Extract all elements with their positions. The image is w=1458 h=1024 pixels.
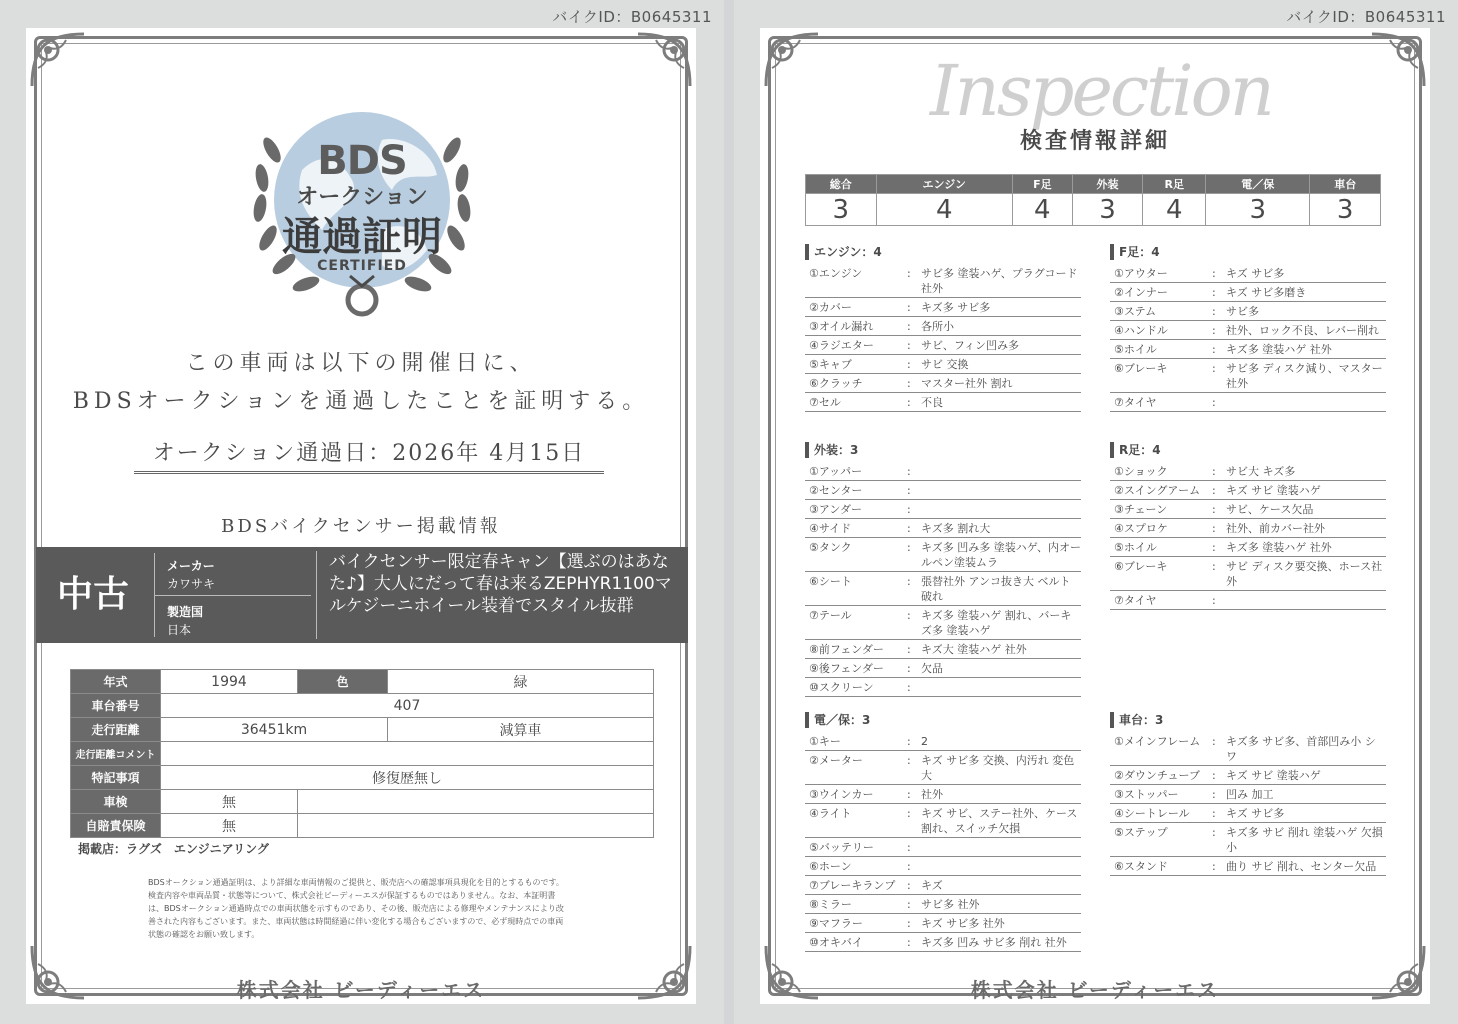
inspection-item-name: ③ステム [1114, 305, 1157, 318]
inspection-item-value [921, 859, 1081, 874]
separator: : [1212, 541, 1216, 554]
inspection-row [1110, 500, 1386, 519]
inspection-item-name: ④シートレール [1114, 807, 1190, 820]
table-row [71, 814, 654, 838]
inspection-item-name: ⑤タンク [809, 541, 852, 554]
separator: : [907, 339, 911, 352]
inspection-item-name: ③チェーン [1114, 503, 1168, 516]
inspection-item-value: キズ多 サビ多、首部凹み小 シワ [1226, 735, 1376, 763]
table-row [71, 670, 654, 694]
separator: : [907, 643, 911, 656]
score-value: 4 [1143, 194, 1206, 226]
inspection-item-name: ②インナー [1114, 286, 1168, 299]
inspection-row [1110, 283, 1386, 302]
frame-number-label: 車台番号 [71, 694, 161, 718]
section-rear [1110, 442, 1386, 610]
separator: : [907, 788, 911, 801]
section-title: エンジン：4 [805, 244, 1081, 260]
color-value: 緑 [388, 670, 654, 694]
score-header-row [806, 175, 1381, 194]
section-frame [1110, 712, 1386, 876]
inspection-item-value: キズ サビ 塗装ハゲ [1226, 769, 1321, 782]
inspection-item-name: ⑥スタンド [1114, 860, 1168, 873]
inspection-item-name: ⑥ブレーキ [1114, 560, 1168, 573]
certificate-page [0, 0, 724, 1024]
inspection-item-name: ②センター [809, 484, 863, 497]
inspection-row [805, 500, 1081, 519]
inspection-row [1110, 857, 1386, 876]
inspection-item-name: ①ショック [1114, 465, 1168, 478]
inspection-row [805, 732, 1081, 751]
score-value: 3 [806, 194, 877, 226]
spec-table [70, 669, 654, 838]
inspection-item-value [1226, 395, 1386, 410]
score-value: 4 [876, 194, 1012, 226]
ornament-corner-icon [632, 28, 696, 92]
inspection-row [805, 317, 1081, 336]
score-value: 3 [1310, 194, 1381, 226]
year-label: 年式 [71, 670, 161, 694]
inspection-item-name: ⑩スクリーン [809, 681, 874, 694]
inspection-row [805, 572, 1081, 606]
country-value: 日本 [167, 623, 192, 637]
inspection-item-value: 凹み 加工 [1226, 788, 1274, 801]
inspection-script-title: Inspection [930, 50, 1272, 132]
certification-line-1: この車両は以下の開催日に、 [185, 351, 537, 376]
inspection-item-value: キズ サビ多磨き [1226, 286, 1307, 299]
inspection-item-name: ③ストッパー [1114, 788, 1179, 801]
bike-id: バイクID：B0645311 [552, 8, 712, 26]
inspection-item-name: ⑨後フェンダー [809, 662, 884, 675]
mileage-note: 減算車 [388, 718, 654, 742]
inspection-sheet [760, 28, 1430, 1004]
score-label: 電／保 [1206, 175, 1310, 194]
separator: : [907, 860, 911, 873]
separator: : [907, 917, 911, 930]
score-label: 総合 [806, 175, 877, 194]
inspection-item-name: ⑦タイヤ [1114, 396, 1157, 409]
certificate-sheet [26, 28, 696, 1004]
separator: : [907, 609, 911, 622]
insurance-label: 自賠責保険 [71, 814, 161, 838]
inspection-row [1110, 766, 1386, 785]
inspection-item-value: 不良 [921, 396, 943, 409]
company-name: 株式会社 ビーディーエス [236, 978, 486, 1002]
insurance-value: 無 [161, 814, 298, 838]
separator: : [907, 377, 911, 390]
inspection-row [805, 933, 1081, 952]
inspection-item-value: キズ サビ 塗装ハゲ [1226, 484, 1321, 497]
score-label: R足 [1143, 175, 1206, 194]
table-row [71, 790, 654, 814]
bds-certified-emblem [232, 80, 492, 320]
inspection-item-name: ⑥シート [809, 575, 852, 588]
inspection-row [1110, 804, 1386, 823]
store-name: 掲載店：ラグズ エンジニアリング [78, 842, 269, 856]
mileage-comment-label: 走行距離コメント [71, 742, 161, 766]
score-value: 4 [1012, 194, 1072, 226]
inspection-row [805, 751, 1081, 785]
separator: : [1212, 362, 1216, 375]
separator: : [1212, 396, 1216, 409]
inspection-item-name: ①メインフレーム [1114, 735, 1201, 748]
ornament-corner-icon [760, 28, 824, 92]
table-row [71, 742, 654, 766]
inspection-item-name: ⑦セル [809, 396, 841, 409]
inspection-item-name: ②スイングアーム [1114, 484, 1201, 497]
company-name: 株式会社 ビーディーエス [970, 978, 1220, 1002]
inspection-item-value: キズ大 塗装ハゲ 社外 [921, 643, 1027, 656]
section-title: 外装：3 [805, 442, 1081, 458]
inspection-row [1110, 785, 1386, 804]
section-front [1110, 244, 1386, 412]
separator: : [1212, 465, 1216, 478]
inspection-item-name: ④サイド [809, 522, 852, 535]
inspection-item-name: ⑤キャブ [809, 358, 852, 371]
notes-label: 特記事項 [71, 766, 161, 790]
inspection-row [805, 264, 1081, 298]
inspection-item-value [1226, 593, 1386, 608]
frame-number-value: 407 [161, 694, 654, 718]
inspection-item-value: サビ多 [1226, 305, 1259, 318]
inspection-item-value: 張替社外 アンコ抜き大 ベルト破れ [921, 575, 1071, 603]
inspection-item-value: 各所小 [921, 320, 954, 333]
separator: : [1212, 769, 1216, 782]
score-value: 3 [1206, 194, 1310, 226]
separator: : [1212, 788, 1216, 801]
inspection-row [1110, 302, 1386, 321]
table-row [71, 718, 654, 742]
inspection-row [805, 659, 1081, 678]
inspection-item-name: ⑥ホーン [809, 860, 852, 873]
separator: : [907, 396, 911, 409]
separator: : [1212, 522, 1216, 535]
inspection-item-value: 曲り サビ 削れ、センター欠品 [1226, 860, 1377, 873]
inspection-row [1110, 462, 1386, 481]
inspection-row [1110, 481, 1386, 500]
inspection-row [805, 355, 1081, 374]
inspection-item-value: 2 [921, 735, 928, 748]
inspection-row [805, 640, 1081, 659]
inspection-item-value: サビ多 社外 [921, 898, 980, 911]
score-label: 車台 [1310, 175, 1381, 194]
ornament-corner-icon [26, 28, 90, 92]
emblem-pass-cert: 通過証明 [282, 213, 442, 260]
inspection-page [734, 0, 1458, 1024]
inspection-item-value [921, 840, 1081, 855]
separator: : [1212, 735, 1216, 748]
inspection-item-value: キズ サビ、ステー社外、ケース割れ、スイッチ欠損 [921, 807, 1078, 835]
maker-column [154, 553, 310, 637]
inspection-row [805, 785, 1081, 804]
inspection-row [1110, 359, 1386, 393]
separator: : [907, 503, 911, 516]
inspection-extra [298, 790, 654, 814]
inspection-item-value: キズ サビ多 [1226, 267, 1285, 280]
section-electric [805, 712, 1081, 952]
inspection-item-name: ⑩オキバイ [809, 936, 863, 949]
inspection-item-value: キズ多 サビ多 [921, 301, 991, 314]
inspection-row [805, 895, 1081, 914]
disclaimer: BDSオークション通過証明は、より詳細な車両情報のご提供と、販売店への確認事項具現化を目的とするものです。検査内容や車両品質・状態等について、株式会社ビーディーエスが保証するものではありません。なお、本証明書は、BDSオークション通過時点での車両状態を示すものであり、その後、販売店による修理やメンテナンスにより改善された内容もございます。また、車両状態は時間経過に伴い変化する場合もございますので、必ず現時点での車両状態の確認をお願い致します。 [148, 878, 564, 939]
score-value-row [806, 194, 1381, 226]
inspection-row [805, 336, 1081, 355]
mileage-value: 36451km [161, 718, 388, 742]
inspection-item-name: ④ライト [809, 807, 852, 820]
inspection-row [1110, 557, 1386, 591]
separator: : [1212, 560, 1216, 573]
inspection-item-name: ⑦タイヤ [1114, 594, 1157, 607]
inspection-row [805, 374, 1081, 393]
inspection-item-name: ②メーター [809, 754, 863, 767]
separator: : [907, 807, 911, 820]
separator: : [907, 358, 911, 371]
inspection-row [1110, 591, 1386, 610]
inspection-item-value [921, 680, 1081, 695]
score-label: 外装 [1072, 175, 1143, 194]
mileage-label: 走行距離 [71, 718, 161, 742]
emblem-certified: CERTIFIED [317, 258, 407, 274]
inspection-item-name: ④スプロケ [1114, 522, 1168, 535]
inspection-item-value: キズ サビ多 交換、内汚れ 変色大 [921, 754, 1075, 782]
score-value: 3 [1072, 194, 1143, 226]
inspection-item-value: キズ [921, 879, 943, 892]
ornament-corner-icon [1366, 28, 1430, 92]
inspection-row [805, 298, 1081, 317]
separator: : [907, 898, 911, 911]
inspection-item-value: サビ、ケース欠品 [1226, 503, 1314, 516]
inspection-item-value [921, 502, 1081, 517]
inspection-item-value: 欠品 [921, 662, 943, 675]
inspection-item-value: サビ大 キズ多 [1226, 465, 1296, 478]
section-title: 電／保：3 [805, 712, 1081, 728]
inspection-row [1110, 393, 1386, 412]
inspection-item-name: ⑥ブレーキ [1114, 362, 1168, 375]
inspection-item-name: ③オイル漏れ [809, 320, 874, 333]
inspection-item-value: サビ多 塗装ハゲ、プラグコード社外 [921, 267, 1078, 295]
section-engine [805, 244, 1081, 412]
inspection-item-value: キズ多 塗装ハゲ 社外 [1226, 343, 1332, 356]
separator: : [1212, 860, 1216, 873]
inspection-item-name: ⑦ブレーキランプ [809, 879, 896, 892]
section-title: 車台：3 [1110, 712, 1386, 728]
inspection-item-name: ①アッパー [809, 465, 863, 478]
separator: : [1212, 807, 1216, 820]
inspection-item-value [921, 464, 1081, 479]
inspection-item-name: ④ハンドル [1114, 324, 1168, 337]
inspection-item-value: マスター社外 割れ [921, 377, 1013, 390]
inspection-row [1110, 732, 1386, 766]
inspection-row [805, 519, 1081, 538]
inspection-row [805, 678, 1081, 697]
inspection-row [805, 914, 1081, 933]
condition-label: 中古 [56, 574, 129, 615]
inspection-row [1110, 264, 1386, 283]
separator: : [1212, 594, 1216, 607]
auction-pass-date: オークション通過日：2026年 4月15日 [134, 436, 604, 474]
separator: : [1212, 484, 1216, 497]
inspection-item-name: ⑤ホイル [1114, 343, 1157, 356]
emblem-brand: BDS [317, 138, 407, 184]
inspection-item-name: ①エンジン [809, 267, 863, 280]
separator: : [1212, 503, 1216, 516]
inspection-item-value: キズ多 サビ 削れ 塗装ハゲ 欠損小 [1226, 826, 1383, 854]
inspection-label: 車検 [71, 790, 161, 814]
year-value: 1994 [161, 670, 298, 694]
inspection-row [1110, 538, 1386, 557]
inspection-item-value: キズ多 塗装ハゲ 割れ、バーキズ多 塗装ハゲ [921, 609, 1072, 637]
maker-label: メーカー [167, 559, 215, 573]
separator: : [907, 465, 911, 478]
listing-band [36, 547, 688, 643]
inspection-row [805, 462, 1081, 481]
inspection-item-name: ⑦テール [809, 609, 852, 622]
inspection-item-value: 社外、前カバー社外 [1226, 522, 1325, 535]
score-table [805, 174, 1381, 226]
maker-value: カワサキ [167, 577, 216, 591]
inspection-item-name: ①アウター [1114, 267, 1168, 280]
inspection-item-name: ⑥クラッチ [809, 377, 863, 390]
section-title: F足：4 [1110, 244, 1386, 260]
inspection-row [805, 857, 1081, 876]
inspection-item-value: サビ、フィン凹み多 [921, 339, 1020, 352]
inspection-item-name: ②カバー [809, 301, 852, 314]
emblem-auction: オークション [296, 184, 428, 210]
certification-line-2: BDSオークションを通過したことを証明する。 [72, 389, 650, 414]
inspection-item-value: 社外、ロック不良、レバー削れ [1226, 324, 1380, 337]
separator: : [907, 936, 911, 949]
inspection-row [805, 538, 1081, 572]
divider [155, 595, 311, 596]
insurance-extra [298, 814, 654, 838]
inspection-row [805, 876, 1081, 895]
inspection-item-name: ③アンダー [809, 503, 862, 516]
inspection-item-name: ⑤ホイル [1114, 541, 1157, 554]
inspection-item-name: ⑨マフラー [809, 917, 863, 930]
color-label: 色 [298, 670, 388, 694]
listing-title: バイクセンサー限定春キャン【選ぶのはあなた♪】大人にだって春は来るZEPHYR1100マルケジーニホイール装着でスタイル抜群 [316, 551, 684, 639]
inspection-item-name: ⑧ミラー [809, 898, 852, 911]
separator: : [1212, 305, 1216, 318]
separator: : [907, 681, 911, 694]
table-row [71, 694, 654, 718]
inspection-item-value: 社外 [921, 788, 943, 801]
separator: : [907, 575, 911, 588]
inspection-item-value: キズ多 凹み多 塗装ハゲ、内オールペン塗装ムラ [921, 541, 1082, 569]
inspection-item-value: キズ サビ多 [1226, 807, 1285, 820]
inspection-item-value: キズ サビ多 社外 [921, 917, 1005, 930]
inspection-item-name: ③ウインカー [809, 788, 874, 801]
inspection-item-name: ②ダウンチューブ [1114, 769, 1200, 782]
separator: : [1212, 343, 1216, 356]
separator: : [1212, 267, 1216, 280]
inspection-item-value [921, 483, 1081, 498]
separator: : [907, 484, 911, 497]
inspection-row [1110, 519, 1386, 538]
separator: : [907, 267, 911, 280]
inspection-item-name: ⑤バッテリー [809, 841, 874, 854]
country-label: 製造国 [167, 605, 204, 619]
inspection-value: 無 [161, 790, 298, 814]
inspection-item-name: ①キー [809, 735, 841, 748]
inspection-item-value: サビ 交換 [921, 358, 969, 371]
score-label: エンジン [876, 175, 1012, 194]
table-row [71, 766, 654, 790]
inspection-row [805, 393, 1081, 412]
inspection-row [805, 838, 1081, 857]
section-title: R足：4 [1110, 442, 1386, 458]
listing-section-title: BDSバイクセンサー掲載情報 [221, 516, 501, 537]
inspection-row [805, 804, 1081, 838]
separator: : [907, 541, 911, 554]
inspection-item-value: サビ ディスク要交換、ホース社外 [1226, 560, 1383, 588]
mileage-comment-value [161, 742, 654, 766]
bike-id: バイクID：B0645311 [1286, 8, 1446, 26]
inspection-item-name: ⑤ステップ [1114, 826, 1168, 839]
inspection-row [805, 481, 1081, 500]
separator: : [907, 320, 911, 333]
separator: : [907, 301, 911, 314]
separator: : [907, 735, 911, 748]
section-exterior [805, 442, 1081, 697]
inspection-item-name: ⑧前フェンダー [809, 643, 884, 656]
inspection-item-value: サビ多 ディスク減り、マスター社外 [1226, 362, 1383, 390]
notes-value: 修復歴無し [161, 766, 654, 790]
inspection-row [1110, 321, 1386, 340]
separator: : [907, 662, 911, 675]
separator: : [907, 879, 911, 892]
inspection-item-value: キズ多 割れ大 [921, 522, 991, 535]
separator: : [907, 841, 911, 854]
inspection-item-value: キズ多 塗装ハゲ 社外 [1226, 541, 1332, 554]
separator: : [1212, 286, 1216, 299]
score-label: F足 [1012, 175, 1072, 194]
inspection-title: 検査情報詳細 [1019, 128, 1170, 154]
inspection-item-value: キズ多 凹み サビ多 削れ 社外 [921, 936, 1067, 949]
separator: : [1212, 324, 1216, 337]
separator: : [907, 754, 911, 767]
inspection-row [805, 606, 1081, 640]
inspection-item-name: ④ラジエター [809, 339, 874, 352]
separator: : [907, 522, 911, 535]
separator: : [1212, 826, 1216, 839]
inspection-row [1110, 340, 1386, 359]
inspection-row [1110, 823, 1386, 857]
